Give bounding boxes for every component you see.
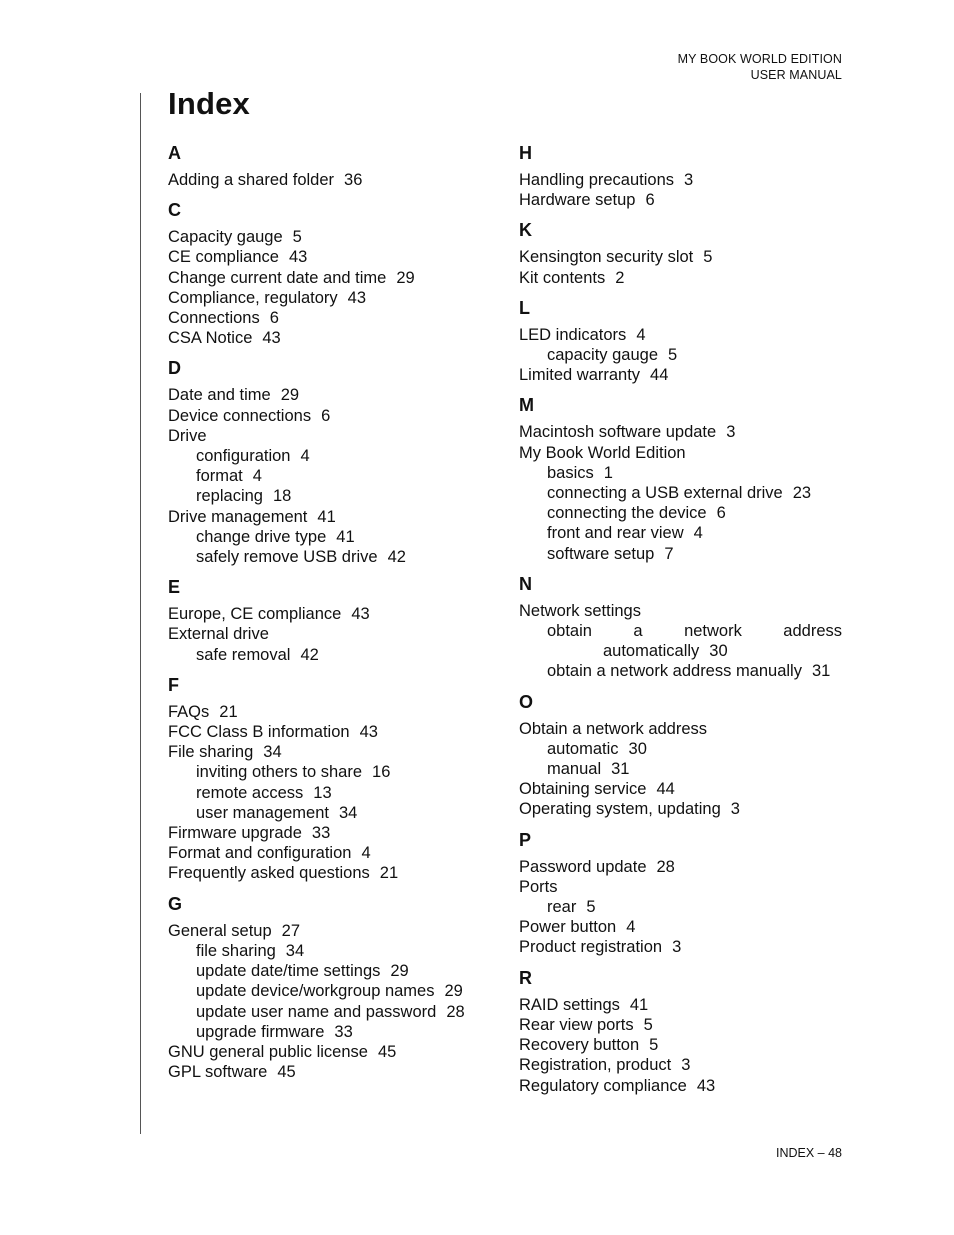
index-entry-text: user management (196, 803, 329, 822)
index-page-number: 43 (351, 605, 370, 624)
index-subentry (168, 981, 498, 1001)
index-section (519, 395, 842, 563)
section-letter: F (168, 674, 179, 695)
index-entry (519, 247, 842, 267)
section-letter: C (168, 200, 181, 221)
index-entry-text: Registration, product (519, 1056, 672, 1075)
index-entry-text: LED indicators (519, 325, 627, 344)
index-subentry (519, 897, 842, 917)
index-entry-text: Drive management (168, 507, 308, 526)
index-page-number: 28 (446, 1002, 465, 1021)
index-entry-text: Regulatory compliance (519, 1076, 687, 1095)
index-subentry (168, 1002, 498, 1022)
index-column-right (519, 140, 842, 1096)
index-page-number: 45 (377, 1042, 397, 1061)
index-page-number: 27 (281, 921, 301, 940)
index-page-number: 5 (586, 898, 596, 917)
index-entry (168, 227, 498, 247)
index-entry-text: obtain a network address manually (547, 662, 802, 681)
index-entry-text: change drive type (196, 527, 327, 546)
index-entry-text: replacing (196, 487, 263, 506)
index-subentry (519, 345, 842, 365)
index-entry (168, 170, 498, 190)
index-page-number: 23 (792, 484, 812, 503)
index-page-number: 18 (272, 487, 292, 506)
index-subentry (519, 621, 842, 641)
index-page-number: 6 (321, 406, 331, 425)
index-page-number: 3 (730, 800, 740, 819)
index-page-number: 5 (668, 346, 678, 365)
index-entry-text: software setup (547, 544, 655, 563)
index-subentry (519, 523, 842, 543)
index-section (519, 968, 842, 1096)
index-column-left (168, 140, 498, 1082)
section-letter: M (519, 395, 534, 416)
index-page-number: 30 (709, 642, 728, 661)
index-page-number: 43 (359, 723, 378, 742)
index-entry-text: update date/time settings (196, 962, 381, 981)
index-page-number: 28 (656, 857, 675, 876)
index-entry-text: Format and configuration (168, 844, 352, 863)
index-entry-text: Europe, CE compliance (168, 605, 342, 624)
index-entry-text: RAID settings (519, 995, 620, 1014)
index-page-number: 42 (300, 645, 319, 664)
index-entry (519, 601, 842, 621)
page-title: Index (168, 86, 250, 121)
index-subentry (168, 527, 498, 547)
index-entry-text: Handling precautions (519, 171, 675, 189)
index-page-number: 30 (628, 739, 647, 758)
index-entry-text: File sharing (168, 743, 254, 762)
index-page-number: 45 (277, 1063, 296, 1082)
index-entry (168, 823, 498, 843)
index-entry (519, 799, 842, 819)
index-entry-text: Capacity gauge (168, 228, 283, 247)
index-subentry (168, 762, 498, 782)
page-footer: INDEX – 48 (775, 1146, 842, 1160)
index-subentry (168, 466, 498, 486)
index-entry-text: basics (547, 463, 594, 482)
index-section (519, 574, 842, 682)
index-page-number: 44 (656, 780, 675, 799)
index-entry-text: capacity gauge (547, 346, 658, 365)
index-section (168, 894, 498, 1083)
index-entry-text: Kensington security slot (519, 248, 694, 267)
index-entry (519, 857, 842, 877)
index-entry-text: Connections (168, 309, 260, 328)
index-page-number: 41 (317, 507, 336, 526)
index-entry-word: a (633, 622, 643, 641)
section-letter: G (168, 893, 183, 914)
index-entry (519, 1076, 842, 1096)
header-product: MY BOOK WORLD EDITION (677, 52, 842, 66)
index-page-number: 42 (387, 548, 406, 567)
index-page-number: 29 (390, 962, 409, 981)
index-section (519, 143, 842, 210)
index-entry-text: Product registration (519, 938, 663, 957)
index-entry-text: Frequently asked questions (168, 864, 370, 883)
index-page-number: 5 (649, 1036, 659, 1055)
index-entry (168, 843, 498, 863)
index-page-number: 6 (716, 504, 726, 523)
index-page-number: 4 (252, 467, 262, 486)
index-page-number: 3 (681, 1056, 691, 1075)
index-page-number: 1 (603, 463, 613, 482)
index-entry (168, 624, 498, 644)
index-subentry-continued (519, 641, 842, 661)
index-page-number: 21 (379, 864, 399, 883)
index-entry-text: GNU general public license (168, 1042, 368, 1061)
section-letter: L (519, 297, 530, 318)
index-page-number: 43 (288, 248, 308, 267)
index-page-number: 33 (311, 824, 331, 843)
index-page-number: 43 (262, 329, 281, 348)
section-letter: K (519, 220, 532, 241)
index-subentry (519, 759, 842, 779)
index-entry-text: connecting the device (547, 504, 707, 523)
header-doc-type: USER MANUAL (750, 67, 842, 82)
index-subentry (168, 645, 498, 665)
index-page-number: 16 (372, 763, 391, 782)
index-page-number: 4 (626, 918, 636, 937)
index-entry (168, 406, 498, 426)
index-subentry (168, 783, 498, 803)
index-entry (519, 1015, 842, 1035)
index-subentry (519, 661, 842, 681)
index-entry (168, 385, 498, 405)
index-page-number: 5 (703, 248, 713, 267)
index-entry-text: Recovery button (519, 1036, 640, 1055)
index-page-number: 4 (300, 447, 310, 466)
index-page-number: 33 (334, 1022, 353, 1041)
index-entry-text: FAQs (168, 702, 210, 721)
index-entry-text: automatically (603, 642, 700, 661)
index-subentry (168, 803, 498, 823)
index-entry-text: CSA Notice (168, 329, 253, 348)
index-entry-text: Ports (519, 877, 558, 896)
index-entry (519, 190, 842, 210)
index-entry-text: Device connections (168, 406, 312, 425)
section-letter: P (519, 829, 532, 850)
index-entry-text: manual (547, 760, 602, 779)
margin-rule (140, 93, 141, 1134)
index-entry (519, 877, 842, 897)
index-section (168, 675, 498, 884)
index-page-number: 29 (396, 268, 415, 287)
index-entry-text: rear (547, 898, 577, 917)
index-subentry (168, 961, 498, 981)
index-entry (519, 937, 842, 957)
index-subentry (168, 486, 498, 506)
index-entry (519, 917, 842, 937)
index-entry (168, 1042, 498, 1062)
index-entry-text: General setup (168, 921, 272, 940)
section-letter: R (519, 967, 532, 988)
index-entry (519, 779, 842, 799)
index-page-number: 43 (696, 1076, 716, 1095)
index-page-number: 5 (643, 1015, 653, 1034)
index-entry-text: Hardware setup (519, 191, 636, 210)
index-page-number: 3 (726, 423, 736, 442)
index-entry (519, 170, 842, 190)
index-entry (168, 426, 498, 446)
index-entry-text: Date and time (168, 386, 271, 405)
index-page-number: 7 (664, 544, 674, 563)
index-entry (519, 365, 842, 385)
index-entry (519, 1035, 842, 1055)
index-entry-text: CE compliance (168, 248, 279, 267)
index-section (519, 220, 842, 287)
index-page-number: 3 (672, 938, 682, 957)
running-header (678, 52, 842, 83)
index-page-number: 31 (811, 662, 831, 681)
index-section (168, 577, 498, 665)
index-page-number: 34 (263, 743, 282, 762)
index-subentry (519, 463, 842, 483)
index-entry (168, 268, 498, 288)
section-letter: E (168, 577, 181, 598)
section-letter: N (519, 573, 532, 594)
index-entry-text: Network settings (519, 601, 641, 620)
index-page-number: 4 (636, 325, 646, 344)
index-section (519, 830, 842, 958)
index-entry-text: Firmware upgrade (168, 824, 302, 843)
index-entry (168, 863, 498, 883)
index-entry (168, 308, 498, 328)
index-entry (519, 325, 842, 345)
index-section (168, 200, 498, 348)
index-subentry (519, 739, 842, 759)
index-entry-text: Drive (168, 426, 207, 445)
index-entry (519, 1055, 842, 1075)
index-page-number: 41 (336, 527, 355, 546)
index-entry-text: inviting others to share (196, 763, 363, 782)
index-page-number: 3 (684, 171, 694, 189)
index-subentry (168, 1022, 498, 1042)
section-letter: D (168, 358, 181, 379)
index-entry-text: Change current date and time (168, 268, 387, 287)
index-entry-word: address (783, 622, 842, 641)
index-entry-text: Rear view ports (519, 1015, 634, 1034)
index-entry-text: connecting a USB external drive (547, 484, 783, 503)
index-page-number: 34 (339, 803, 358, 822)
index-entry-text: configuration (196, 447, 291, 466)
index-entry-text: update device/workgroup names (196, 982, 435, 1001)
index-section (519, 692, 842, 820)
index-section (168, 143, 498, 190)
index-entry (168, 328, 498, 348)
index-entry (168, 1062, 498, 1082)
index-subentry (519, 503, 842, 523)
section-letter: A (168, 143, 181, 163)
index-entry-text: Power button (519, 918, 617, 937)
index-page-number: 36 (344, 171, 363, 189)
index-entry (519, 995, 842, 1015)
index-page-number: 29 (444, 982, 463, 1001)
index-entry (519, 443, 842, 463)
index-entry-text: remote access (196, 783, 304, 802)
index-subentry (519, 483, 842, 503)
index-entry-text: Password update (519, 857, 647, 876)
index-entry (168, 507, 498, 527)
index-section (168, 358, 498, 567)
index-page-number: 29 (280, 386, 300, 405)
index-entry-text: Compliance, regulatory (168, 288, 338, 307)
index-subentry (168, 547, 498, 567)
index-page-number: 4 (693, 524, 703, 543)
index-entry-text: update user name and password (196, 1002, 437, 1021)
index-entry-text: Macintosh software update (519, 423, 717, 442)
index-entry-text: Kit contents (519, 268, 606, 287)
index-subentry (168, 941, 498, 961)
index-page-number: 6 (269, 309, 279, 328)
index-entry-text: My Book World Edition (519, 443, 686, 462)
index-page-number: 43 (347, 288, 367, 307)
index-entry (519, 422, 842, 442)
index-page-number: 34 (285, 941, 305, 960)
index-page-number: 13 (313, 783, 332, 802)
index-page-number: 44 (650, 366, 669, 385)
index-entry-text: automatic (547, 739, 619, 758)
index-section (519, 298, 842, 386)
index-entry (168, 921, 498, 941)
index-entry-text: Obtaining service (519, 780, 647, 799)
index-entry (168, 247, 498, 267)
index-page-number: 21 (219, 702, 238, 721)
index-entry-text: Operating system, updating (519, 800, 721, 819)
index-entry-text: GPL software (168, 1063, 268, 1082)
index-entry (168, 702, 498, 722)
index-entry-text: upgrade firmware (196, 1022, 325, 1041)
index-entry-text: Obtain a network address (519, 719, 708, 738)
index-page-number: 31 (611, 760, 630, 779)
index-entry-text: format (196, 467, 243, 486)
index-entry (519, 719, 842, 739)
index-entry (168, 604, 498, 624)
index-page-number: 6 (645, 191, 655, 210)
index-entry (168, 722, 498, 742)
index-page-number: 4 (361, 844, 371, 863)
index-subentry (519, 544, 842, 564)
index-page-number: 41 (629, 995, 649, 1014)
index-entry-text: Adding a shared folder (168, 171, 335, 189)
section-letter: H (519, 143, 532, 163)
index-entry-text: FCC Class B information (168, 723, 350, 742)
index-page-number: 2 (615, 268, 625, 287)
index-entry-word: network (684, 622, 742, 641)
index-entry-text: front and rear view (547, 524, 684, 543)
index-entry (168, 288, 498, 308)
index-entry (168, 742, 498, 762)
index-entry-text: Limited warranty (519, 366, 641, 385)
index-entry-word: obtain (547, 622, 592, 641)
index-page-number: 5 (292, 228, 302, 247)
index-entry (519, 268, 842, 288)
section-letter: O (519, 691, 534, 712)
index-entry-text: file sharing (196, 941, 276, 960)
index-entry-text: safely remove USB drive (196, 548, 378, 567)
index-entry-text: safe removal (196, 645, 291, 664)
index-entry-text: External drive (168, 625, 269, 644)
index-subentry (168, 446, 498, 466)
